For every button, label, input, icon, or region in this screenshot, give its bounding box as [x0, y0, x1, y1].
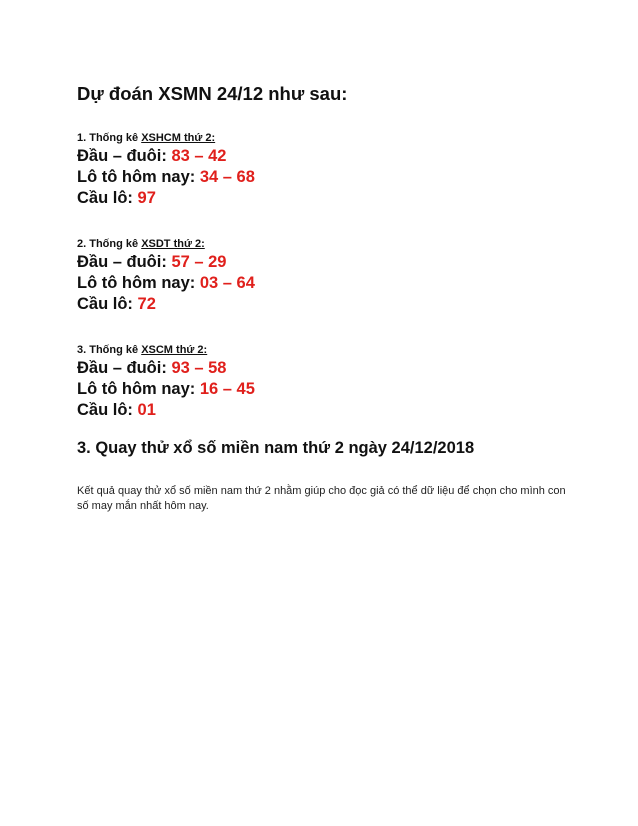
- caulo-row: [77, 188, 577, 209]
- dau-duoi-row: [77, 358, 577, 379]
- caulo-row: [77, 294, 577, 315]
- dau-duoi-value: 57 – 29: [171, 253, 227, 271]
- stat-title: [77, 236, 577, 252]
- caulo-value: 97: [137, 189, 156, 207]
- stat-section-2: [77, 236, 577, 315]
- stat-section-1: [77, 130, 577, 209]
- loto-row: [77, 167, 577, 188]
- loto-value: 03 – 64: [199, 274, 255, 292]
- loto-label: Lô tô hôm nay:: [77, 274, 196, 292]
- caulo-label: Cầu lô:: [77, 295, 133, 313]
- caulo-label: Cầu lô:: [77, 189, 133, 207]
- stat-title-link[interactable]: XSDT thứ 2:: [141, 238, 205, 250]
- loto-label: Lô tô hôm nay:: [77, 380, 196, 398]
- dau-duoi-row: [77, 146, 577, 167]
- stat-title-prefix: 1. Thống kê: [77, 132, 142, 144]
- caulo-value: 72: [137, 295, 156, 313]
- stat-title: [77, 342, 577, 358]
- loto-value: 16 – 45: [199, 380, 255, 398]
- page-title: Dự đoán XSMN 24/12 như sau:: [77, 83, 348, 104]
- stat-title-prefix: 2. Thống kê: [77, 238, 142, 250]
- loto-row: [77, 273, 577, 294]
- dau-duoi-value: 93 – 58: [171, 359, 227, 377]
- section-heading: 3. Quay thử xổ số miền nam thứ 2 ngày 24/12/2018: [77, 439, 475, 457]
- loto-row: [77, 379, 577, 400]
- stat-title-link[interactable]: XSHCM thứ 2:: [141, 132, 216, 144]
- caulo-value: 01: [137, 401, 156, 419]
- dau-duoi-value: 83 – 42: [171, 147, 227, 165]
- stat-title-link[interactable]: XSCM thứ 2:: [141, 344, 208, 356]
- stat-title-prefix: 3. Thống kê: [77, 344, 142, 356]
- caulo-label: Cầu lô:: [77, 401, 133, 419]
- loto-label: Lô tô hôm nay:: [77, 168, 196, 186]
- caulo-row: [77, 400, 577, 421]
- stat-section-3: [77, 342, 577, 421]
- dau-duoi-label: Đầu – đuôi:: [77, 253, 167, 271]
- loto-value: 34 – 68: [199, 168, 255, 186]
- dau-duoi-label: Đầu – đuôi:: [77, 147, 167, 165]
- dau-duoi-row: [77, 252, 577, 273]
- stat-title: [77, 130, 577, 146]
- body-paragraph: Kết quả quay thử xổ số miền nam thứ 2 nhằm giúp cho đọc giả có thể dữ liệu để chọn cho mình con số may mắn nhất hôm nay.: [77, 485, 566, 512]
- dau-duoi-label: Đầu – đuôi:: [77, 359, 167, 377]
